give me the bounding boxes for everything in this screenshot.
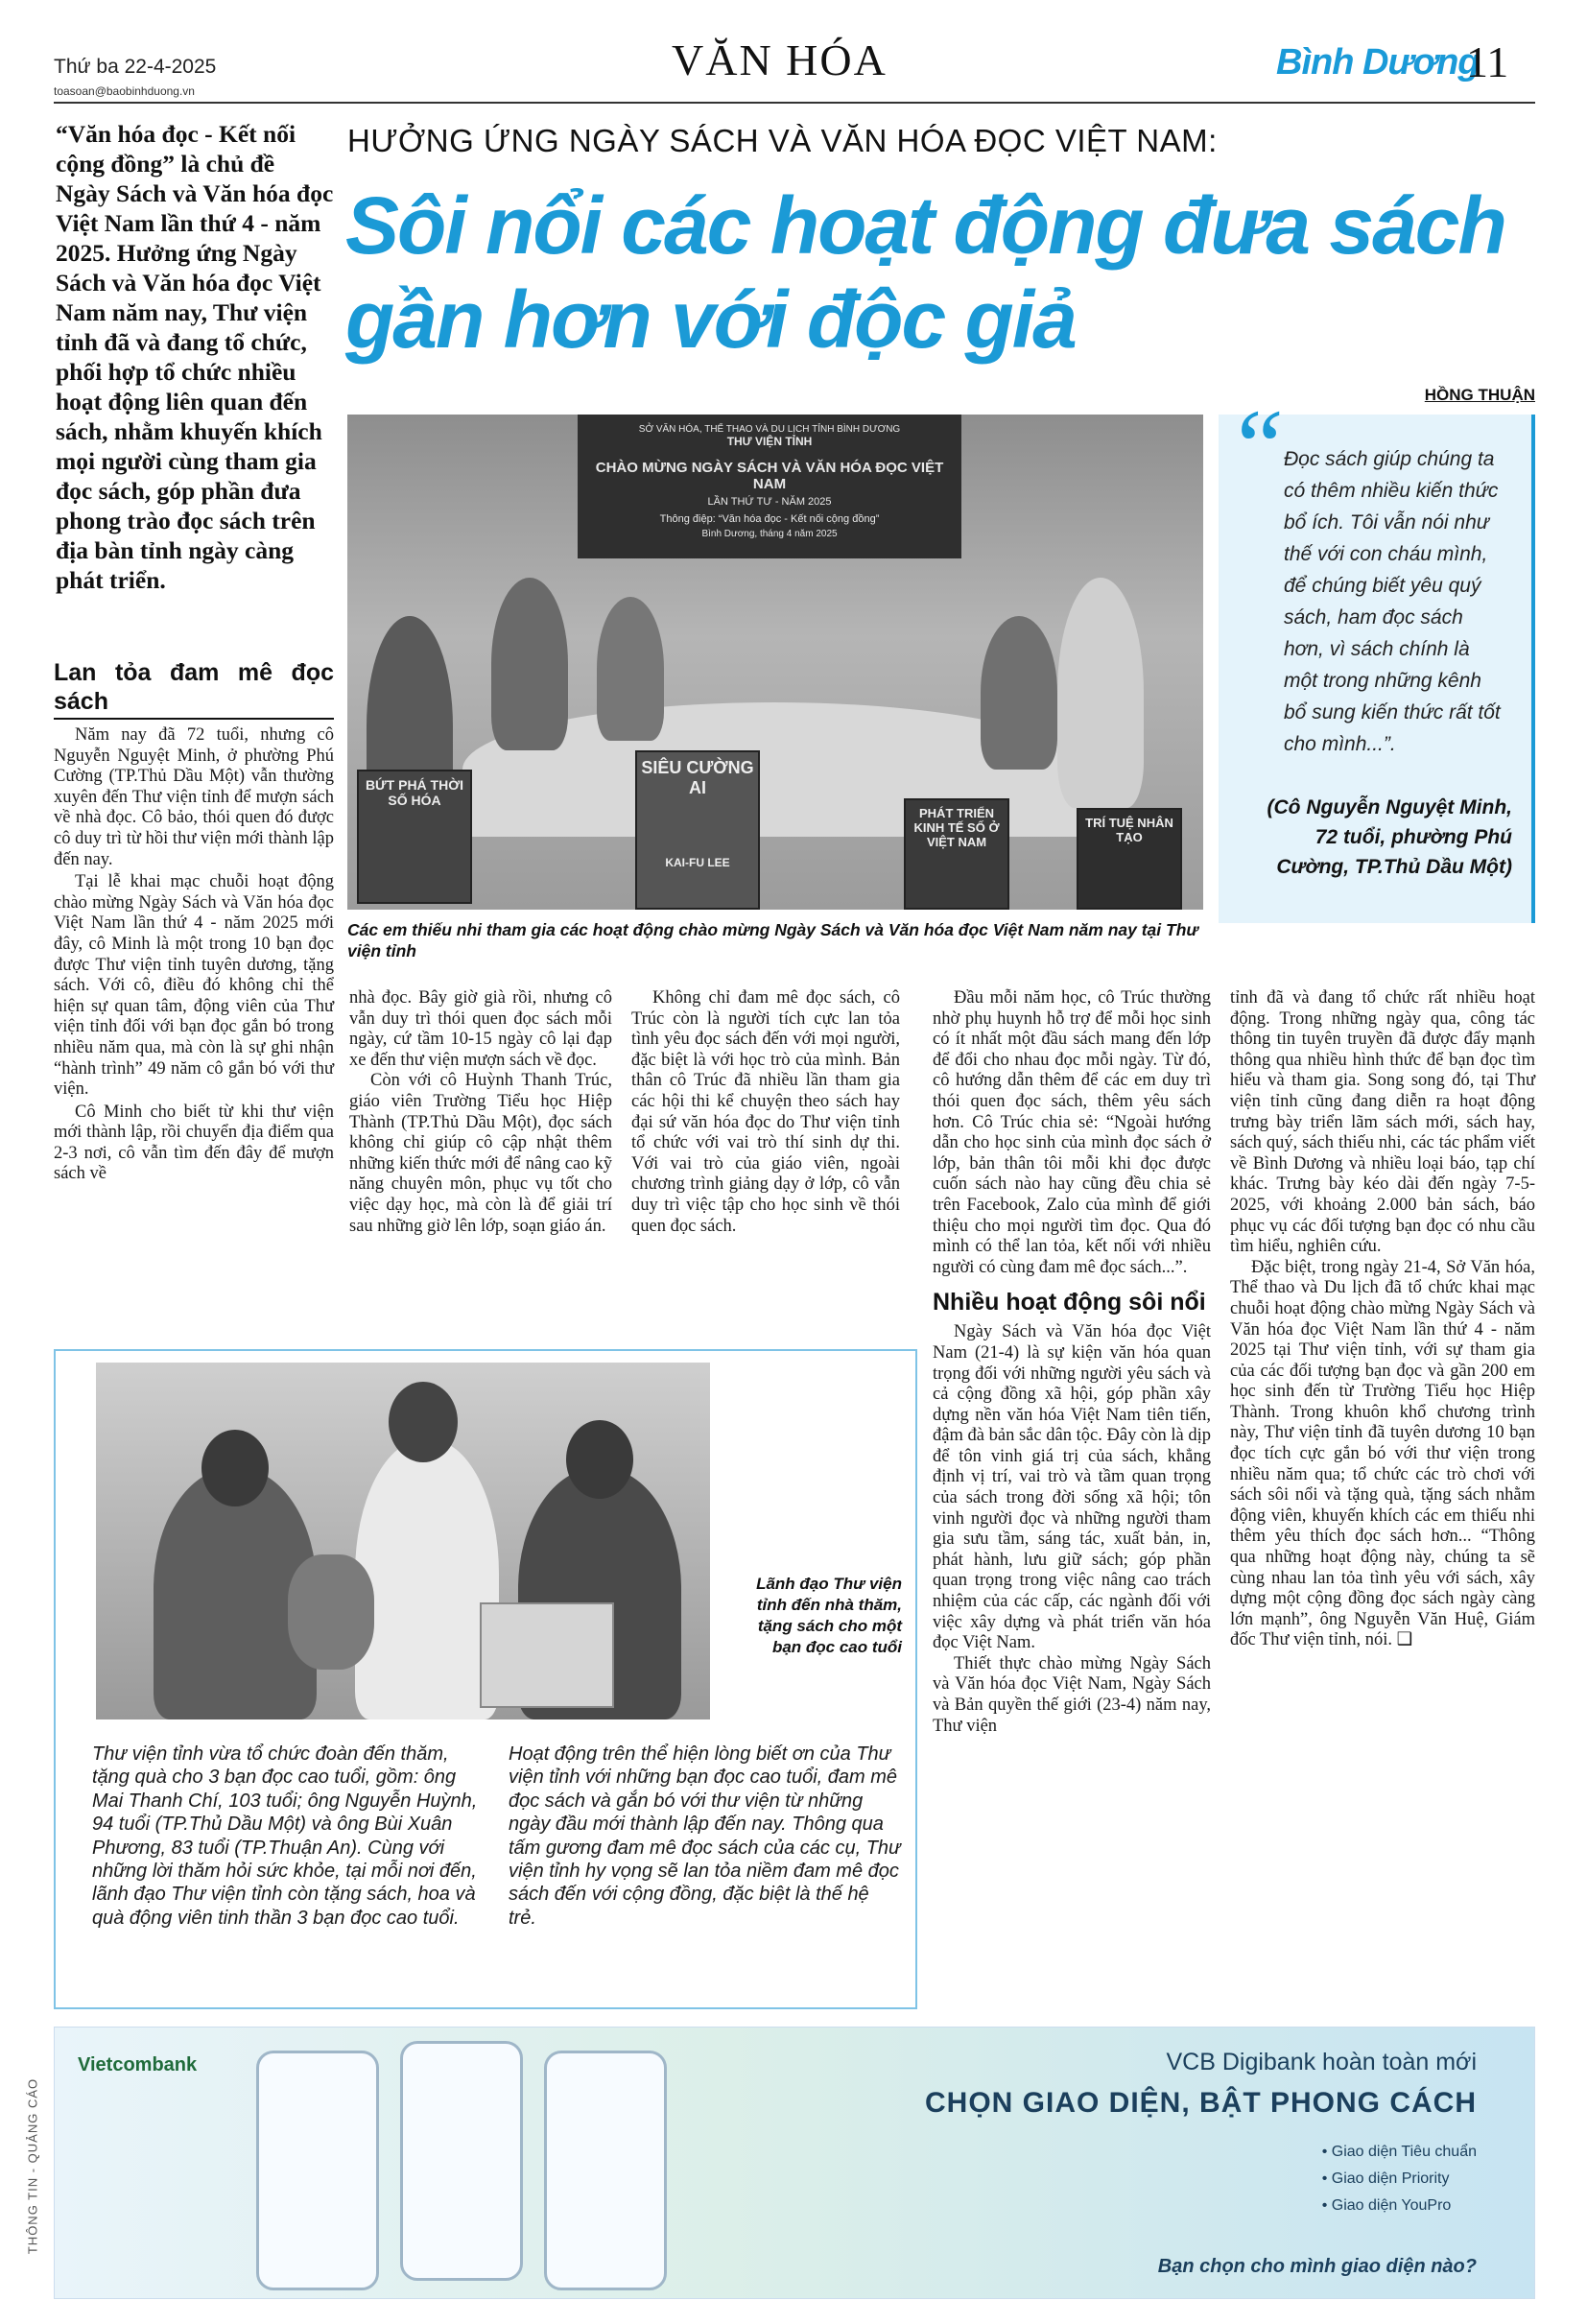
article-column-2: [349, 988, 612, 1237]
child-figure: [491, 578, 568, 750]
ad-option: • Giao diện Tiêu chuẩn: [1321, 2144, 1477, 2160]
banner-line: Bình Dương, tháng 4 năm 2025: [701, 529, 838, 539]
article-column-5: [1230, 988, 1535, 1651]
byline: HỒNG THUẬN: [1424, 386, 1535, 404]
header-divider: [54, 102, 1535, 104]
phone-mockup: [544, 2051, 667, 2290]
book-author: KAI-FU LEE: [665, 856, 730, 869]
banner-line: LẦN THỨ TƯ - NĂM 2025: [707, 496, 832, 508]
paragraph-text: Đặc biệt, trong ngày 21-4, Sở Văn hóa, Thể thao và Du lịch đã tổ chức khai mạc chuỗi hoạt động chào mừng Ngày Sách và Văn hóa đọc Việt Nam lần thứ 4 - năm 2025 tại Thư viện tỉnh, với sự tham gia của các đối tượng bạn đọc và gần 200 em học sinh đến từ Trường Tiểu học Hiệp Thành. Trong khuôn khổ chương trình này, Thư viện tỉnh đã tuyên dương 10 bạn đọc tích cực gắn bó với thư viện trong nhiều năm qua; tổ chức các trò chơi với sách sôi nổi và tặng quà, tặng sách nhằm động viên, khuyến khích các em thiếu nhi thêm yêu thích đọc sách hơn... “Thông qua những hoạt động này, chúng ta sẽ cùng nhau lan tỏa tình yêu với sách, xây dựng một cộng đồng đọc sách ngày càng lớn mạnh”, ông Nguyễn Văn Huệ, Giám đốc Thư viện tỉnh, nói.: [1230, 1257, 1535, 1650]
event-banner: [578, 415, 961, 558]
article-column-1: [54, 658, 334, 1185]
paragraph: Cô Minh cho biết từ khi thư viện mới thành lập, rồi chuyển địa điểm qua 2-3 nơi, cô vẫn tìm đến đây để mượn sách về: [54, 1102, 334, 1184]
subheading: Lan tỏa đam mê đọc sách: [54, 659, 334, 715]
ad-side-label-text: THÔNG TIN - QUẢNG CÁO: [25, 2077, 40, 2255]
article-column-4: [933, 988, 1211, 1737]
lead-paragraph: “Văn hóa đọc - Kết nối cộng đồng” là chủ đề Ngày Sách và Văn hóa đọc Việt Nam lần thứ 4 - năm 2025. Hưởng ứng Ngày Sách và Văn hóa đọc Việt Nam năm nay, Thư viện tỉnh đã và đang tổ chức, phối hợp tổ chức nhiều hoạt động liên quan đến sách, nhằm khuyến khích mọi người cùng tham gia đọc sách, góp phần đưa phong trào đọc sách trên địa bàn tỉnh ngày càng phát triển.: [56, 120, 334, 594]
ad-tagline: VCB Digibank hoàn toàn mới: [1166, 2049, 1477, 2075]
book-cover: BỨT PHÁ THỜI SỐ HÓA: [357, 770, 472, 904]
person-figure: [355, 1439, 499, 1719]
sidebar-text-right: Hoạt động trên thể hiện lòng biết ơn của Thư viện tỉnh với những bạn đọc cao tuổi, đam mê đọc sách và gắn bó với thư viện từ những ngày đầu mới thành lập đến nay. Thông qua tấm gương đam mê đọc sách của các cụ, Thư viện tỉnh hy vọng sẽ lan tỏa niềm đam mê đọc sách đến với cộng đồng, đặc biệt là thế hệ trẻ.: [509, 1743, 901, 1929]
paragraph: nhà đọc. Bây giờ già rồi, nhưng cô vẫn duy trì thói quen đọc sách mỗi ngày, cứ tầm 10-15 ngày cô lại đạp xe đến thư viện mượn sách về đọc.: [349, 988, 612, 1070]
ad-side-label: [21, 2034, 44, 2303]
end-mark-icon: ❑: [1396, 1630, 1413, 1650]
banner-line: SỞ VĂN HÓA, THỂ THAO VÀ DU LỊCH TỈNH BÌNH DƯƠNG: [638, 424, 901, 435]
book-cover: PHÁT TRIỂN KINH TẾ SỐ Ở VIỆT NAM: [904, 798, 1009, 910]
banner-line: THƯ VIỆN TỈNH: [726, 435, 813, 448]
photo-caption: Các em thiếu nhi tham gia các hoạt động chào mừng Ngày Sách và Văn hóa đọc Việt Nam năm nay tại Thư viện tỉnh: [347, 920, 1198, 960]
paragraph: tỉnh đã và đang tổ chức rất nhiều hoạt động. Trong những ngày qua, công tác thông tin tuyên truyền đã được đẩy mạnh thông qua nhiều hình thức để bạn đọc tìm hiểu và tham gia. Song song đó, tại Thư viện tỉnh cũng đang diễn ra hoạt động trưng bày triển lãm sách mới, sách hay, sách quý, sách thiếu nhi, các tác phẩm viết về Bình Dương và nhiều loại báo, tạp chí khác. Trưng bày kéo dài đến ngày 7-5-2025, với khoảng 2.000 bản sách, báo phục vụ các đối tượng bạn đọc có nhu cầu tìm hiểu, nghiên cứu.: [1230, 988, 1535, 1257]
paragraph: Tại lễ khai mạc chuỗi hoạt động chào mừng Ngày Sách và Văn hóa đọc Việt Nam lần thứ 4 - năm 2025 mới đây, cô Minh là một trong 10 bạn đọc được Thư viện tỉnh tuyên dương, tặng sách. Với cô, điều đó không chỉ thể hiện sự quan tâm, động viên của Thư viện tỉnh đối với bạn đọc gắn bó trong nhiều năm qua, mà còn là sự ghi nhận “hành trình” 49 năm cô gắn bó với thư viện.: [54, 872, 334, 1100]
vietcombank-ad[interactable]: [54, 2027, 1535, 2299]
person-head: [201, 1430, 269, 1506]
issue-date: Thứ ba 22-4-2025: [54, 56, 217, 78]
vietcombank-logo: Vietcombank: [78, 2054, 198, 2075]
ad-question: Bạn chọn cho mình giao diện nào?: [1157, 2256, 1477, 2277]
person-head: [566, 1420, 633, 1499]
banner-line: CHÀO MỪNG NGÀY SÁCH VÀ VĂN HÓA ĐỌC VIỆT NAM: [595, 460, 944, 492]
photo-children-reading: [347, 415, 1203, 910]
subheading-rule: [54, 718, 334, 720]
book-title: SIÊU CƯỜNG AI: [641, 758, 754, 797]
paragraph: [1230, 1258, 1535, 1651]
headline-kicker: HƯỞNG ỨNG NGÀY SÁCH VÀ VĂN HÓA ĐỌC VIỆT NAM:: [347, 123, 1218, 158]
subheading: Nhiều hoạt động sôi nổi: [933, 1289, 1206, 1316]
gift-basket: [480, 1602, 614, 1708]
newsroom-email: toasoan@baobinhduong.vn: [54, 84, 195, 98]
sidebar-text-left: Thư viện tỉnh vừa tổ chức đoàn đến thăm, tặng quà cho 3 bạn đọc cao tuổi, gồm: ông Mai Thanh Chí, 103 tuổi; ông Nguyễn Huỳnh, 94 tuổi (TP.Thủ Dầu Một) và ông Bùi Xuân Phương, 83 tuổi (TP.Thuận An). Cùng với những lời thăm hỏi sức khỏe, tại mỗi nơi đến, lãnh đạo Thư viện tỉnh còn tặng sách, hoa và quà động viên tinh thần 3 bạn đọc cao tuổi.: [92, 1743, 478, 1929]
child-figure: [1057, 578, 1144, 808]
paragraph: Đầu mỗi năm học, cô Trúc thường nhờ phụ huynh hỗ trợ để mỗi học sinh có ít nhất một đầu sách mang đến lớp để đổi cho nhau đọc mỗi ngày. Từ đó, cô hướng dẫn thêm để các em duy trì thói quen đọc sách, thêm yêu sách hơn. Cô Trúc chia sẻ: “Ngoài hướng dẫn cho học sinh của mình đọc sách ở lớp, bản thân tôi mỗi khi đọc được cuốn sách nào hay cũng đều chia sẻ trên Facebook, Zalo của mình để giới thiệu cho mọi người tìm đọc. Qua đó mình có thể lan tỏa, kết nối với nhiều người có cùng đam mê đọc sách...”.: [933, 988, 1211, 1277]
ad-option: • Giao diện Priority: [1321, 2170, 1450, 2187]
paragraph: Còn với cô Huỳnh Thanh Trúc, giáo viên Trường Tiểu học Hiệp Thành (TP.Thủ Dầu Một), đọc sách không chỉ giúp cô cập nhật thêm những kiến thức mới để nâng cao kỹ năng chuyên môn, phục vụ tốt cho việc dạy học, mà còn là để giải trí sau những giờ lên lớp, soạn giáo án.: [349, 1071, 612, 1236]
child-figure: [597, 597, 664, 741]
flower-bouquet: [288, 1554, 374, 1670]
book-cover: TRÍ TUỆ NHÂN TẠO: [1077, 808, 1182, 910]
person-head: [389, 1382, 458, 1462]
banner-line: Thông điệp: “Văn hóa đọc - Kết nối cộng đồng”: [659, 513, 880, 525]
section-title: VĂN HÓA: [672, 36, 888, 84]
article-column-3: [631, 988, 900, 1237]
page-number: 11: [1466, 37, 1509, 86]
ad-headline: CHỌN GIAO DIỆN, BẬT PHONG CÁCH: [924, 2087, 1477, 2119]
paragraph: Không chỉ đam mê đọc sách, cô Trúc còn là người tích cực lan tỏa tình yêu đọc sách đến với mọi người, đặc biệt là với học trò của mình. Bản thân cô Trúc đã nhiều lần tham gia các hội thi kể chuyện theo sách hay đại sứ văn hóa đọc do Thư viện tỉnh tổ chức với vai trò thí sinh dự thi. Với vai trò của giáo viên, ngoài chương trình giảng dạy ở lớp, cô vẫn duy trì việc tập cho học sinh về thói quen đọc sách.: [631, 988, 900, 1236]
pull-quote-text: Đọc sách giúp chúng ta có thêm nhiều kiến thức bổ ích. Tôi vẫn nói như thế với con cháu mình, để chúng biết yêu quý sách, ham đọc sách hơn, vì sách chính là một trong những kênh bổ sung kiến thức rất tốt cho mình...”.: [1284, 448, 1501, 755]
ad-option: • Giao diện YouPro: [1321, 2197, 1452, 2214]
photo-library-visit: [96, 1363, 710, 1719]
paragraph: Thiết thực chào mừng Ngày Sách và Văn hóa đọc Việt Nam, Ngày Sách và Bản quyền thế giới (23-4) năm nay, Thư viện: [933, 1653, 1211, 1736]
child-figure: [981, 616, 1057, 770]
paragraph: Năm nay đã 72 tuổi, nhưng cô Nguyễn Nguyệt Minh, ở phường Phú Cường (TP.Thủ Dầu Một) vẫn thường xuyên đến Thư viện tỉnh để mượn sách về nhà đọc. Cô bảo, thói quen đó được cô duy trì từ hồi thư viện mới thành lập đến nay.: [54, 725, 334, 869]
photo-caption: Lãnh đạo Thư viện tỉnh đến nhà thăm, tặng sách cho một bạn đọc cao tuổi: [756, 1575, 902, 1656]
headline: Sôi nổi các hoạt động đưa sách gần hơn với độc giả: [345, 180, 1505, 365]
ad-options: [1322, 2139, 1477, 2219]
quote-mark-icon: “: [1226, 388, 1286, 505]
newspaper-logo: Bình Dương: [1276, 42, 1480, 83]
book-cover: [635, 750, 760, 910]
phone-mockup: [400, 2041, 523, 2281]
phone-mockup: [256, 2051, 379, 2290]
pull-quote-source: (Cô Nguyễn Nguyệt Minh, 72 tuổi, phường Phú Cường, TP.Thủ Dầu Một): [1267, 796, 1512, 878]
paragraph: Ngày Sách và Văn hóa đọc Việt Nam (21-4) là sự kiện văn hóa quan trọng đối với những người yêu sách và cả cộng đồng xã hội, góp phần xây dựng nền văn hóa Việt Nam tiên tiến, đậm đà bản sắc dân tộc. Đây còn là dịp để tôn vinh giá trị của sách, khẳng định vị trí, vai trò và tầm quan trọng của sách trong đời sống xã hội; tôn vinh người đọc và những người tham gia sưu tầm, sáng tác, xuất bản, in, phát hành, lưu giữ sách; góp phần quan trọng trong việc nâng cao trách nhiệm của các cấp, các ngành đối với việc xây dựng và phát triển văn hóa đọc Việt Nam.: [933, 1322, 1211, 1653]
